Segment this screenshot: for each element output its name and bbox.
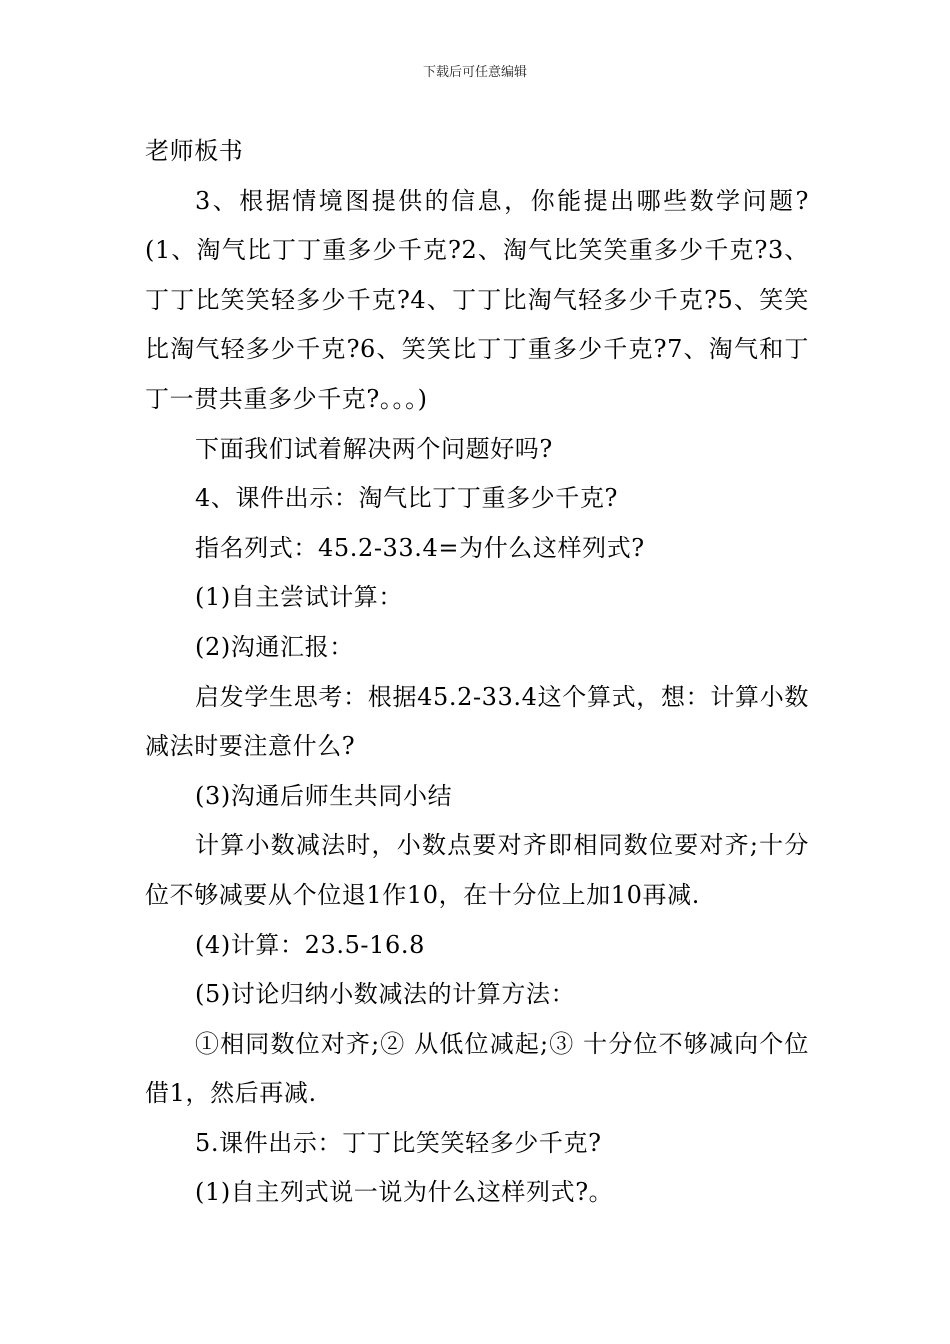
paragraph-calc-example: (4)计算：23.5-16.8 [195, 930, 425, 959]
document-body [145, 127, 809, 1218]
paragraph-inspire-thinking: 启发学生思考：根据45.2-33.4这个算式，想：计算小数减法时要注意什么? [145, 682, 809, 761]
paragraph-board-note: 老师板书 [145, 137, 244, 165]
paragraph-discuss-method: (5)讨论归纳小数减法的计算方法： [195, 980, 576, 1009]
paragraph-summary-heading: (3)沟通后师生共同小结 [195, 781, 453, 810]
paragraph-method-steps: ①相同数位对齐;② 从低位减起;③ 十分位不够减向个位借1，然后再减. [145, 1029, 809, 1108]
paragraph-report: (2)沟通汇报： [195, 632, 354, 661]
paragraph-try-solve: 下面我们试着解决两个问题好吗? [195, 434, 553, 463]
page-header: 下载后可任意编辑 [422, 65, 527, 80]
paragraph-name-equation: 指名列式：45.2-33.4=为什么这样列式? [195, 533, 645, 562]
paragraph-self-calc: (1)自主尝试计算： [195, 583, 403, 612]
paragraph-step-5-show: 5.课件出示：丁丁比笑笑轻多少千克? [195, 1128, 602, 1157]
paragraph-summary-rule: 计算小数减法时，小数点要对齐即相同数位要对齐;十分位不够减要从个位退1作10，在十分位上加10再减. [145, 831, 809, 909]
paragraph-step-4-show: 4、课件出示：淘气比丁丁重多少千克? [195, 484, 618, 513]
paragraph-step-3-questions: 3、根据情境图提供的信息，你能提出哪些数学问题?(1、淘气比丁丁重多少千克?2、淘气比笑笑重多少千克?3、丁丁比笑笑轻多少千克?4、丁丁比淘气轻多少千克?5、笑笑比淘气轻多少千克?6、笑笑比丁丁重多少千克?7、淘气和丁丁一贯共重多少千克?。。。) [145, 186, 809, 413]
paragraph-self-equation: (1)自主列式说一说为什么这样列式?。 [195, 1178, 614, 1207]
